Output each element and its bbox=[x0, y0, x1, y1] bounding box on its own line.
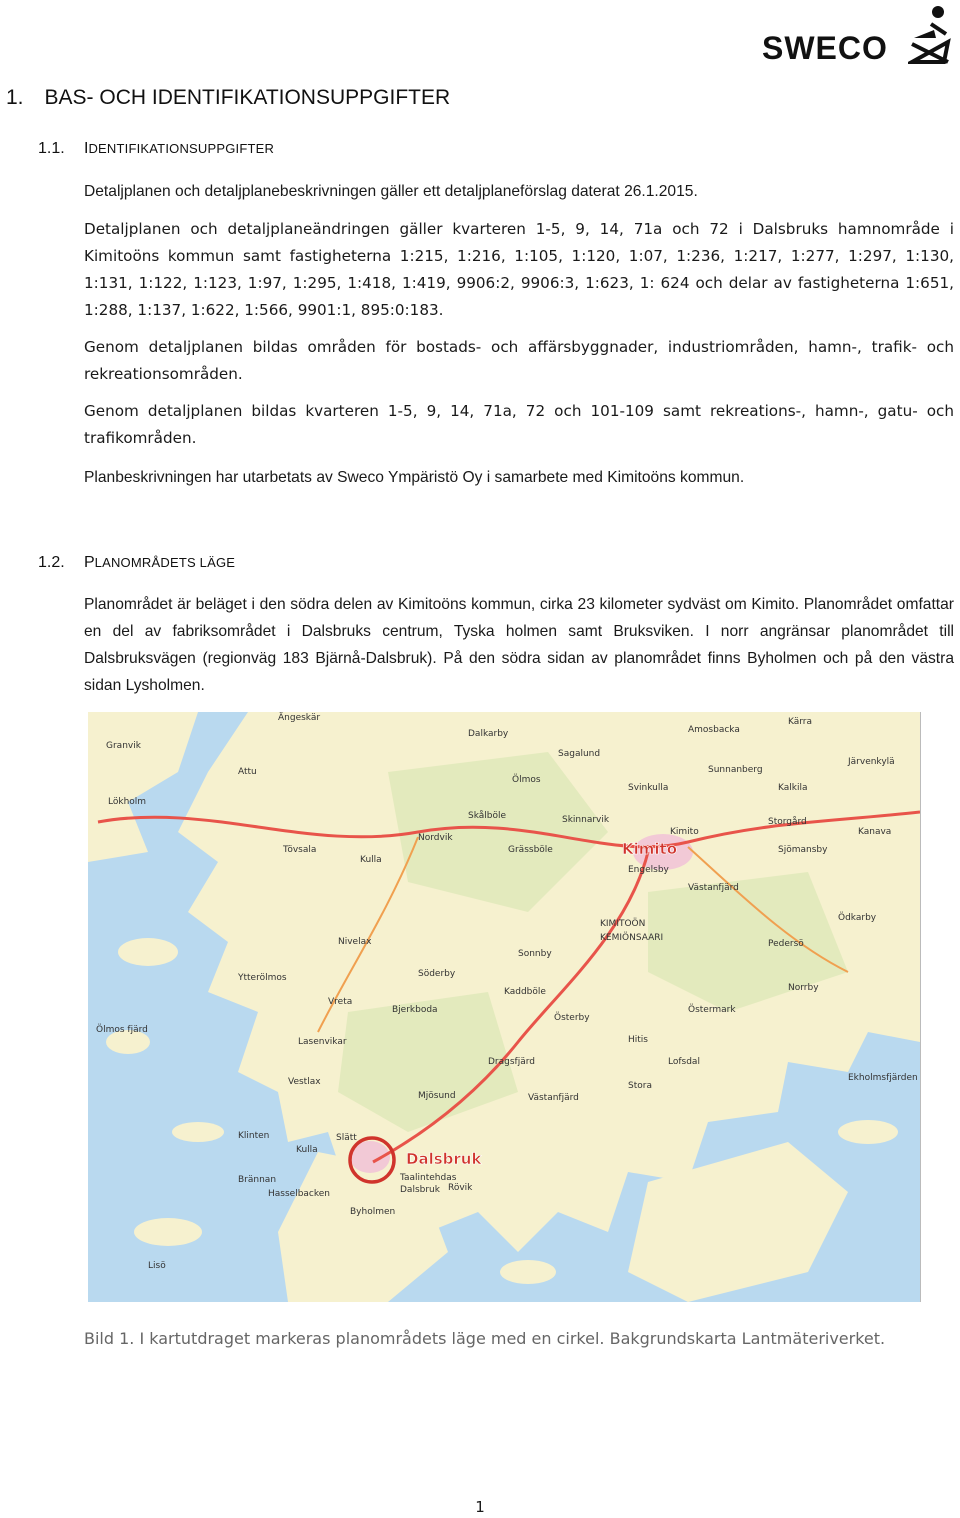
heading-initial: I bbox=[84, 140, 89, 157]
map-label: Ödkarby bbox=[838, 913, 877, 923]
map-label: Granvik bbox=[106, 741, 141, 751]
sweco-logo bbox=[762, 4, 960, 64]
map-label: Grässböle bbox=[508, 845, 553, 855]
map-label: Amosbacka bbox=[688, 725, 740, 735]
map-canvas bbox=[88, 712, 920, 1302]
map-label: Dalkarby bbox=[468, 729, 509, 739]
map-label: Lofsdal bbox=[668, 1057, 700, 1067]
map-label: Ölmos bbox=[512, 775, 541, 785]
map-label: Kalkila bbox=[778, 783, 808, 793]
map-label: KIMITOÖN bbox=[600, 919, 646, 929]
heading-rest: DENTIFIKATIONSUPPGIFTER bbox=[88, 141, 275, 156]
map-label: Österby bbox=[554, 1013, 590, 1023]
map-highlight-kimito: Kimito bbox=[622, 840, 678, 858]
map-label: Lasenvikar bbox=[298, 1037, 347, 1047]
map-island bbox=[838, 1120, 898, 1144]
map-highlight-dalsbruk: Dalsbruk bbox=[406, 1150, 482, 1168]
map-label: Mjösund bbox=[418, 1091, 456, 1101]
map-label: Taalintehdas bbox=[400, 1173, 457, 1183]
map-label: KEMIÖNSAARI bbox=[600, 933, 664, 943]
paragraph-location: Planområdet är beläget i den södra delen av Kimitoöns kommun, cirka 23 kilometer sydväst om Kimito. Planområdet omfattar en del av fabriksområdet i Dalsbruks centrum, Tyska holmen samt Bruksviken. I norr angränsar planområdet till Dalsbruksvägen (regionväg 183 Bjärnå-Dalsbruk). På den södra sidan av planområdet finns Byholmen och på den västra sidan Lysholmen. bbox=[84, 596, 954, 694]
map-label: Vreta bbox=[328, 997, 353, 1007]
map-label: Sonnby bbox=[518, 949, 552, 959]
section-heading-1: 1. BAS- OCH IDENTIFIKATIONSUPPGIFTER bbox=[6, 86, 451, 109]
paragraph-plan-blocks: Genom detaljplanen bildas kvarteren 1-5, 9, 14, 71a, 72 och 101-109 samt rekreations-, hamn-, gatu- och trafikområden. bbox=[84, 402, 954, 447]
map-label: Kulla bbox=[296, 1145, 318, 1155]
map-label: Svinkulla bbox=[628, 783, 669, 793]
map-label: Västanfjärd bbox=[528, 1093, 579, 1103]
paragraph-plan-scope: Detaljplanen och detaljplaneändringen gäller kvarteren 1-5, 9, 14, 71a och 72 i Dalsbruks hamnområde i Kimitoöns kommun samt fastigheterna 1:215, 1:216, 1:105, 1:120, 1:07, 1:236, 1:217, 1:277, 1:297, 1:130, 1:131, 1:122, 1:123, 1:97, 1:295, 1:418, 1:419, 9906:2, 9906:3, 1:623, 1: 624 och delar av fastigheterna 1:651, 1:288, 1:137, 1:622, 1:566, 9901:1, 895:0:183. bbox=[84, 220, 954, 319]
logo-text: SWECO bbox=[762, 30, 888, 66]
map-label: Slätt bbox=[336, 1133, 357, 1143]
heading-initial: P bbox=[84, 554, 95, 571]
map-label: Söderby bbox=[418, 969, 456, 979]
map-label: Pedersö bbox=[768, 939, 804, 949]
map-label: Vestlax bbox=[288, 1077, 321, 1087]
map-label: Sjömansby bbox=[778, 845, 828, 855]
map-label: Rövik bbox=[448, 1183, 473, 1193]
sweco-figure-icon bbox=[908, 4, 954, 64]
paragraph-plan-areas: Genom detaljplanen bildas områden för bostads- och affärsbyggnader, industriområden, hamn-, trafik- och rekreationsområden. bbox=[84, 338, 954, 383]
map-label: Kulla bbox=[360, 855, 382, 865]
map-label: Ekholmsfjärden bbox=[848, 1073, 918, 1083]
map-label: Byholmen bbox=[350, 1207, 396, 1217]
map-label: Järvenkylä bbox=[848, 757, 895, 767]
map-label: Norrby bbox=[788, 983, 819, 993]
map-label: Stora bbox=[628, 1081, 652, 1091]
map-label: Lökholm bbox=[108, 797, 147, 807]
map-island bbox=[172, 1122, 224, 1142]
map-label: Engelsby bbox=[628, 865, 669, 875]
map-label: Klinten bbox=[238, 1131, 270, 1141]
location-map bbox=[88, 712, 921, 1302]
map-label: Dalsbruk bbox=[400, 1185, 440, 1195]
map-label: Tövsala bbox=[283, 845, 317, 855]
map-label: Brännan bbox=[238, 1175, 277, 1185]
map-label: Kaddböle bbox=[504, 987, 546, 997]
figure-caption: Bild 1. I kartutdraget markeras planområdets läge med en cirkel. Bakgrundskarta Lantmäteriverket. bbox=[84, 1329, 886, 1348]
map-island bbox=[134, 1218, 202, 1246]
page-number: 1 bbox=[475, 1498, 485, 1516]
map-label: Lisö bbox=[148, 1261, 166, 1271]
map-island bbox=[500, 1260, 556, 1284]
map-label: Dragsfjärd bbox=[488, 1057, 535, 1067]
map-label: Hitis bbox=[628, 1035, 648, 1045]
map-label: Ängeskär bbox=[278, 713, 321, 723]
heading-rest: LANOMRÅDETS LÄGE bbox=[94, 555, 236, 570]
map-label: Västanfjärd bbox=[688, 883, 739, 893]
paragraph-plan-date: Detaljplanen och detaljplanebeskrivningen gäller ett detaljplaneförslag daterat 26.1.2015. bbox=[84, 183, 698, 200]
map-island bbox=[118, 938, 178, 966]
map-label: Attu bbox=[238, 767, 257, 777]
map-label: Kanava bbox=[858, 827, 892, 837]
map-label: Nordvik bbox=[418, 833, 453, 843]
section-number: 1.1. bbox=[38, 140, 65, 157]
map-label: Bjerkboda bbox=[392, 1005, 438, 1015]
map-label: Östermark bbox=[688, 1005, 736, 1015]
map-label: Skålböle bbox=[468, 811, 507, 821]
map-label: Ölmos fjärd bbox=[96, 1025, 148, 1035]
map-label: Ytterölmos bbox=[238, 973, 287, 983]
map-label: Sunnanberg bbox=[708, 765, 763, 775]
map-label: Storgård bbox=[768, 817, 807, 827]
map-label: Hasselbacken bbox=[268, 1189, 331, 1199]
map-label: Nivelax bbox=[338, 937, 372, 947]
section-heading-1-1 bbox=[38, 140, 274, 158]
section-heading-1-2 bbox=[38, 554, 235, 572]
section-number: 1.2. bbox=[38, 554, 65, 571]
map-label: Kimito bbox=[670, 827, 699, 837]
map-label: Skinnarvik bbox=[562, 815, 610, 825]
paragraph-author: Planbeskrivningen har utarbetats av Sweco Ympäristö Oy i samarbete med Kimitoöns kommun. bbox=[84, 469, 745, 486]
map-label: Sagalund bbox=[558, 749, 601, 759]
map-label: Kärra bbox=[788, 717, 813, 727]
